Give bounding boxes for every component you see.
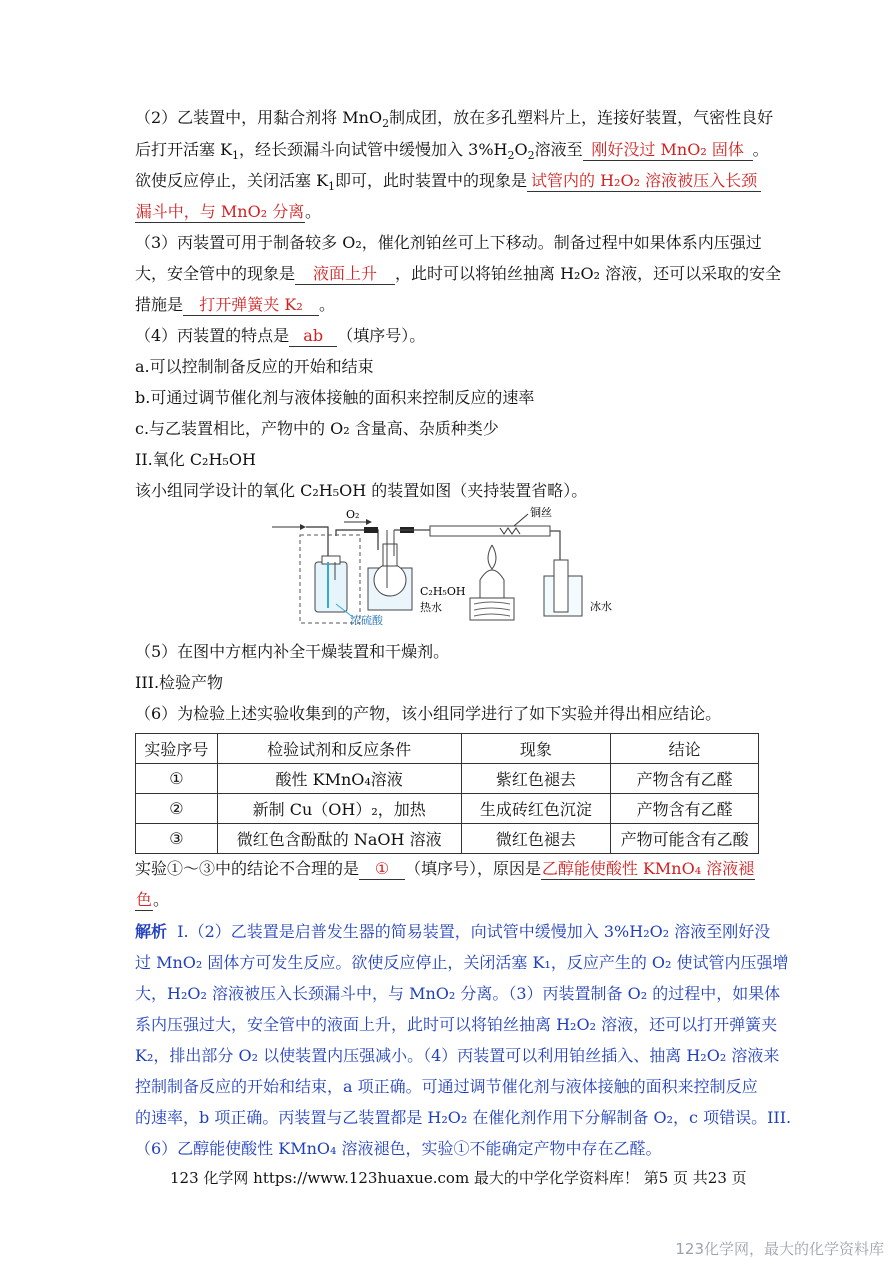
option-b: b.可通过调节催化剂与液体接触的面积来控制反应的速率 — [135, 388, 535, 407]
section-3-title: III.检验产物 — [135, 673, 224, 692]
table-cell: 产物含有乙醛 — [611, 794, 759, 824]
table-row — [136, 794, 759, 824]
sulfuric-acid-label: 浓硫酸 — [350, 614, 383, 625]
conclusion-line1: 实验①～③中的结论不合理的是 ① （填序号），原因是乙醇能使酸性 KMnO₄ 溶液褪 — [135, 859, 755, 878]
drying-bottle — [315, 562, 347, 612]
table-cell: ③ — [136, 824, 218, 854]
q2-line1: （2）乙装置中，用黏合剂将 MnO$_2$制成团，放在多孔塑料片上，连接好装置，气密性良好 — [135, 108, 774, 131]
alcohol-lamp — [480, 570, 504, 600]
table-cell: 产物可能含有乙酸 — [611, 824, 759, 854]
answer-blank: 漏斗中，与 MnO₂ 分离 — [135, 202, 305, 221]
hot-water-label: 热水 — [420, 601, 442, 614]
table-cell: 产物含有乙醛 — [611, 764, 759, 794]
section-2-title: II.氧化 C₂H₅OH — [135, 450, 256, 469]
q2-line3: 欲使反应停止，关闭活塞 $K_1$即可，此时装置中的现象是 试管内的 H₂O₂ 溶液被压入长颈 — [135, 169, 761, 193]
answer-blank: ① — [359, 859, 405, 880]
answer-blank: ab — [289, 326, 337, 347]
conclusion-line2: 色。 — [135, 890, 170, 909]
analysis-line: 的速率，b 项正确。丙装置与乙装置都是 H₂O₂ 在催化剂作用下分解制备 O₂，c 项错误。III. — [135, 1108, 792, 1127]
answer-blank: 色 — [135, 890, 152, 909]
table-cell: 生成砖红色沉淀 — [461, 794, 611, 824]
analysis-line: 大，H₂O₂ 溶液被压入长颈漏斗中，与 MnO₂ 分离。（3）丙装置制备 O₂ 的过程中，如果体 — [135, 984, 781, 1003]
analysis-line: 过 MnO₂ 固体方可发生反应。欲使反应停止，关闭活塞 K₁，反应产生的 O₂ 使试管内压强增 — [135, 953, 789, 972]
answer-blank: 打开弹簧夹 K₂ — [183, 295, 319, 316]
q2-line4: 漏斗中，与 MnO₂ 分离。 — [135, 202, 322, 221]
ice-water-label: 冰水 — [590, 600, 612, 613]
copper-wire-label: 铜丝 — [530, 506, 552, 519]
option-c: c.与乙装置相比，产物中的 O₂ 含量高、杂质种类少 — [135, 419, 499, 438]
q3-line1: （3）丙装置可用于制备较多 O₂，催化剂铂丝可上下移动。制备过程中如果体系内压强过 — [135, 233, 762, 252]
table-header: 结论 — [611, 734, 759, 764]
table-cell: ② — [136, 794, 218, 824]
table-header: 现象 — [461, 734, 611, 764]
table-cell: 新制 Cu（OH）₂，加热 — [217, 794, 461, 824]
option-a: a.可以控制制备反应的开始和结束 — [135, 357, 374, 376]
table-cell: 微红色含酚酞的 NaOH 溶液 — [217, 824, 461, 854]
q4-line1: （4）丙装置的特点是 ab （填序号）。 — [135, 326, 426, 345]
analysis-line: 系内压强过大，安全管中的液面上升，此时可以将铂丝抽离 H₂O₂ 溶液，还可以打开弹簧夹 — [135, 1015, 778, 1034]
table-cell: 酸性 KMnO₄溶液 — [217, 764, 461, 794]
table-row — [136, 824, 759, 854]
table-cell: ① — [136, 764, 218, 794]
analysis-line: 解析 I.（2）乙装置是启普发生器的简易装置，向试管中缓慢加入 3%H₂O₂ 溶液至刚好没 — [135, 922, 771, 941]
watermark: 123化学网，最大的化学资料库 — [675, 1240, 884, 1258]
q5: （5）在图中方框内补全干燥装置和干燥剂。 — [135, 642, 450, 661]
table-row — [136, 764, 759, 794]
answer-blank: 液面上升 — [295, 264, 395, 285]
analysis-line: 控制制备反应的开始和结束，a 项正确。可通过调节催化剂与液体接触的面积来控制反应 — [135, 1077, 758, 1096]
o2-label: O₂ — [346, 508, 360, 521]
ethanol-flask — [374, 564, 406, 596]
table-header: 检验试剂和反应条件 — [217, 734, 461, 764]
apparatus-diagram — [270, 500, 640, 625]
table-header-row — [136, 734, 759, 764]
q6: （6）为检验上述实验收集到的产物，该小组同学进行了如下实验并得出相应结论。 — [135, 704, 722, 723]
section-2-intro: 该小组同学设计的氧化 C₂H₅OH 的装置如图（夹持装置省略）。 — [135, 481, 588, 500]
q3-line2: 大，安全管中的现象是 液面上升 ，此时可以将铂丝抽离 H₂O₂ 溶液，还可以采取的安全 — [135, 264, 782, 283]
page-footer: 123 化学网 https://www.123huaxue.com 最大的中学化学资料库！ 第5 页 共23 页 — [170, 1169, 747, 1187]
result-table — [135, 733, 759, 854]
answer-blank: 刚好没过 MnO₂ 固体 — [583, 140, 753, 161]
table-header: 实验序号 — [136, 734, 218, 764]
answer-blank: 乙醇能使酸性 KMnO₄ 溶液褪 — [541, 859, 755, 878]
table-cell: 微红色褪去 — [461, 824, 611, 854]
answer-blank: 试管内的 H₂O₂ 溶液被压入长颈 — [527, 171, 761, 192]
analysis-line: （6）乙醇能使酸性 KMnO₄ 溶液褪色，实验①不能确定产物中存在乙醛。 — [135, 1139, 662, 1158]
table-cell: 紫红色褪去 — [461, 764, 611, 794]
analysis-label: 解析 — [135, 922, 168, 941]
q3-line3: 措施是 打开弹簧夹 K₂ 。 — [135, 295, 336, 314]
combustion-tube — [430, 526, 550, 536]
q2-line2: 后打开活塞 $K_1$，经长颈漏斗向试管中缓慢加入 $3\%H_2O_2$溶液至 刚好没过 MnO₂ 固体 。 — [135, 140, 769, 163]
analysis-line: K₂，排出部分 O₂ 以使装置内压强减小。（4）丙装置可以利用铂丝插入、抽离 H₂O₂ 溶液来 — [135, 1046, 780, 1065]
ethanol-label: C₂H₅OH — [420, 585, 466, 598]
